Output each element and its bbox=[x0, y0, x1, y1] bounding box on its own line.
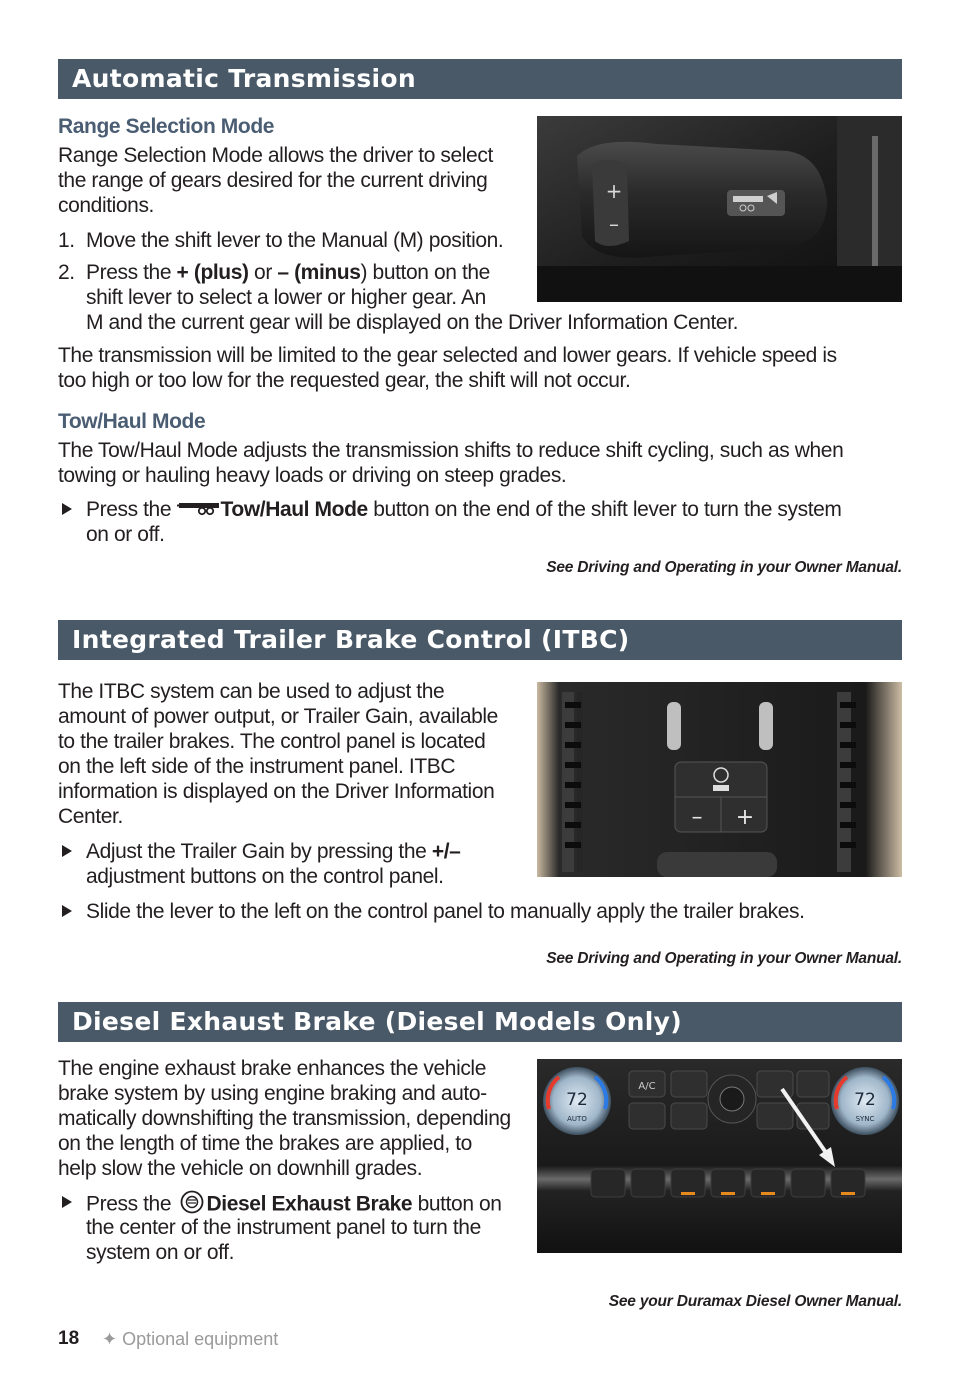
owner-manual-reference: See Driving and Operating in your Owner Manual. bbox=[546, 950, 902, 967]
range-intro-line: the range of gears desired for the current driving bbox=[58, 169, 488, 192]
step-number: 1. bbox=[58, 229, 75, 252]
plus-minus-label: +/– bbox=[431, 840, 461, 863]
tow-bullet-text bbox=[86, 497, 842, 523]
bullet-arrow-icon bbox=[62, 845, 72, 857]
optional-equipment-label: Optional equipment bbox=[122, 1329, 279, 1349]
tow-text-line: The Tow/Haul Mode adjusts the transmission shifts to reduce shift cycling, such as when bbox=[58, 439, 844, 462]
diesel-bullet-part: button on bbox=[412, 1192, 502, 1216]
step-number: 2. bbox=[58, 261, 75, 284]
range-intro-line: Range Selection Mode allows the driver to select bbox=[58, 144, 493, 167]
optional-equipment-note bbox=[102, 1329, 278, 1350]
itbc-text-line: to the trailer brakes. The control panel is located bbox=[58, 730, 486, 753]
instrument-panel-photo bbox=[537, 1059, 902, 1253]
itbc-text-line: on the left side of the instrument panel. ITBC bbox=[58, 755, 456, 778]
svg-text:+: + bbox=[735, 805, 755, 830]
tow-bullet-line: on or off. bbox=[86, 523, 165, 546]
step-1-text: Move the shift lever to the Manual (M) position. bbox=[86, 229, 504, 252]
shift-lever-photo bbox=[537, 116, 902, 302]
range-selection-heading: Range Selection Mode bbox=[58, 115, 275, 138]
step-2-text-line: M and the current gear will be displayed on the Driver Information Center. bbox=[86, 311, 739, 334]
limit-text-line: too high or too low for the requested gear, the shift will not occur. bbox=[58, 369, 631, 392]
diesel-bullet-part: Press the bbox=[86, 1192, 177, 1216]
bullet-arrow-icon bbox=[62, 503, 72, 515]
tow-haul-heading: Tow/Haul Mode bbox=[58, 410, 206, 433]
bullet-arrow-icon bbox=[62, 1196, 72, 1208]
diesel-text-line: help slow the vehicle on downhill grades. bbox=[58, 1157, 423, 1180]
diesel-text-line: matically downshifting the transmission, depending bbox=[58, 1107, 511, 1130]
itbc-text-line: amount of power output, or Trailer Gain, available bbox=[58, 705, 498, 728]
owner-manual-reference: See Driving and Operating in your Owner Manual. bbox=[546, 559, 902, 576]
itbc-text-line: information is displayed on the Driver Information bbox=[58, 780, 495, 803]
ac-label: A/C bbox=[638, 1081, 656, 1092]
step-2-text bbox=[86, 260, 490, 285]
diesel-text-line: brake system by using engine braking and auto- bbox=[58, 1082, 487, 1105]
step-2-text-part: Press the bbox=[86, 261, 177, 284]
diesel-bullet-line: the center of the instrument panel to turn the bbox=[86, 1216, 481, 1239]
diesel-text-line: on the length of time the brakes are applied, to bbox=[58, 1132, 472, 1155]
section-header-transmission: Automatic Transmission bbox=[58, 59, 902, 99]
trailer-brake-panel-photo bbox=[537, 682, 902, 877]
sync-label: SYNC bbox=[855, 1115, 875, 1123]
itbc-text-line: The ITBC system can be used to adjust the bbox=[58, 680, 445, 703]
itbc-bullet-text: Slide the lever to the left on the control panel to manually apply the trailer brakes. bbox=[86, 900, 805, 923]
section-header-itbc: Integrated Trailer Brake Control (ITBC) bbox=[58, 620, 902, 660]
tow-bullet-part: button on the end of the shift lever to turn the system bbox=[367, 498, 842, 521]
optional-star-icon: ✦ bbox=[102, 1329, 118, 1349]
diesel-bullet-line: system on or off. bbox=[86, 1241, 235, 1264]
step-2-text-part: or bbox=[248, 261, 278, 284]
right-temp-readout: 72 bbox=[854, 1090, 876, 1110]
minus-label: – (minus bbox=[277, 261, 361, 284]
step-2-text-line: shift lever to select a lower or higher gear. An bbox=[86, 286, 486, 309]
itbc-bullet-text bbox=[86, 839, 460, 864]
range-intro-line: conditions. bbox=[58, 194, 154, 217]
tow-haul-icon bbox=[177, 498, 221, 523]
diesel-text-line: The engine exhaust brake enhances the vehicle bbox=[58, 1057, 486, 1080]
tow-haul-label: Tow/Haul Mode bbox=[220, 498, 368, 521]
tow-bullet-part: Press the bbox=[86, 498, 177, 521]
limit-text-line: The transmission will be limited to the gear selected and lower gears. If vehicle speed is bbox=[58, 344, 837, 367]
diesel-exhaust-brake-label: Diesel Exhaust Brake bbox=[206, 1192, 413, 1216]
step-2-text-part: ) button on the bbox=[360, 261, 490, 284]
svg-text:+: + bbox=[605, 179, 623, 203]
svg-text:–: – bbox=[609, 212, 619, 236]
itbc-bullet-part: Adjust the Trailer Gain by pressing the bbox=[86, 840, 432, 863]
itbc-text-line: Center. bbox=[58, 805, 123, 828]
page-number: 18 bbox=[58, 1328, 80, 1349]
section-header-diesel: Diesel Exhaust Brake (Diesel Models Only) bbox=[58, 1002, 902, 1042]
svg-text:–: – bbox=[691, 805, 703, 830]
itbc-bullet-line: adjustment buttons on the control panel. bbox=[86, 865, 444, 888]
tow-text-line: towing or hauling heavy loads or driving on steep grades. bbox=[58, 464, 567, 487]
plus-label: + (plus) bbox=[176, 261, 249, 284]
bullet-arrow-icon bbox=[62, 905, 72, 917]
left-temp-readout: 72 bbox=[566, 1090, 588, 1110]
duramax-manual-reference: See your Duramax Diesel Owner Manual. bbox=[608, 1293, 902, 1310]
auto-label: AUTO bbox=[567, 1115, 587, 1123]
